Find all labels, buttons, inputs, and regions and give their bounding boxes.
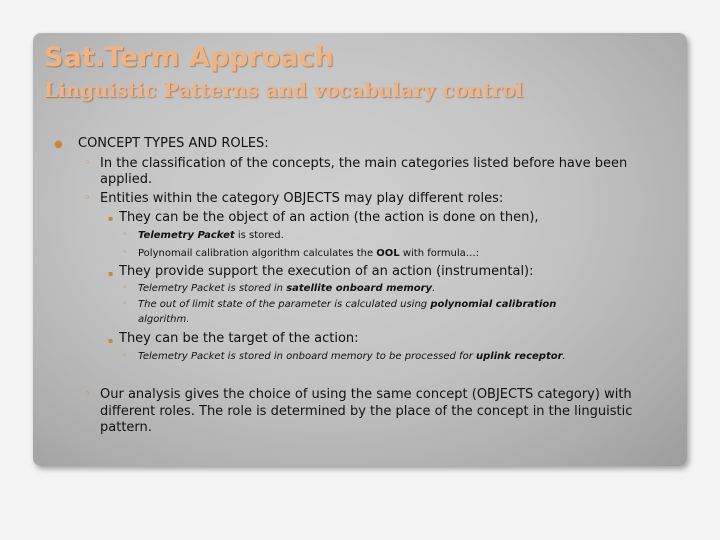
bold-term: Telemetry Packet (138, 230, 235, 241)
paragraph-analysis-line3: pattern. (100, 420, 152, 435)
paragraph-classification-line2: applied. (100, 172, 153, 187)
paragraph-entities: Entities within the category OBJECTS may play different roles: (100, 191, 504, 206)
small-ring-icon: ◦ (122, 283, 128, 293)
example-text: Telemetry Packet is stored in (138, 283, 287, 294)
role-object: They can be the object of an action (the action is done on then), (119, 210, 539, 225)
bold-term: uplink receptor (475, 351, 563, 362)
slide-panel (33, 33, 687, 466)
example-text: Polynomail calibration algorithm calculates the (138, 248, 377, 259)
role-target: They can be the target of the action: (119, 331, 359, 346)
small-ring-icon: ◦ (122, 351, 128, 361)
slide-title: Sat.Term Approach (44, 42, 334, 73)
square-icon: ▪ (108, 214, 114, 223)
slide-content (33, 33, 687, 466)
small-ring-icon: ◦ (122, 230, 128, 240)
example-text: Telemetry Packet is stored in onboard memory to be processed for (138, 351, 476, 362)
ring-icon: ◦ (84, 156, 91, 169)
example-text: . (432, 283, 436, 294)
role-instrumental: They provide support the execution of an action (instrumental): (119, 264, 534, 279)
paragraph-analysis-line2: different roles. The role is determined by the place of the concept in the linguistic (100, 404, 633, 419)
role-instrumental-example-2-line2: algorithm. (138, 314, 190, 325)
filled-circle-icon: ● (54, 139, 63, 150)
example-text: is stored. (234, 230, 284, 241)
small-ring-icon: ◦ (122, 299, 128, 309)
role-instrumental-example-2 (138, 298, 556, 312)
bold-term: polynomial calibration (430, 299, 557, 310)
slide-subtitle: Linguistic Patterns and vocabulary control (44, 78, 524, 102)
paragraph-classification-line1: In the classification of the concepts, the main categories listed before have been (100, 156, 628, 171)
ring-icon: ◦ (84, 387, 91, 400)
role-instrumental-example-1 (138, 282, 435, 296)
paragraph-analysis-line1: Our analysis gives the choice of using the same concept (OBJECTS category) with (100, 387, 632, 402)
role-object-example-2 (138, 247, 479, 261)
concept-heading: CONCEPT TYPES AND ROLES: (78, 136, 269, 151)
small-ring-icon: ◦ (122, 248, 128, 258)
role-target-example-1 (138, 350, 566, 364)
example-text: . (562, 351, 566, 362)
example-text: The out of limit state of the parameter is calculated using (138, 299, 431, 310)
role-object-example-1 (138, 229, 284, 243)
example-text: with formula…: (399, 248, 480, 259)
bold-term: OOL (376, 248, 400, 259)
bold-term: satellite onboard memory (286, 283, 433, 294)
ring-icon: ◦ (84, 191, 91, 204)
square-icon: ▪ (108, 336, 114, 345)
square-icon: ▪ (108, 269, 114, 278)
